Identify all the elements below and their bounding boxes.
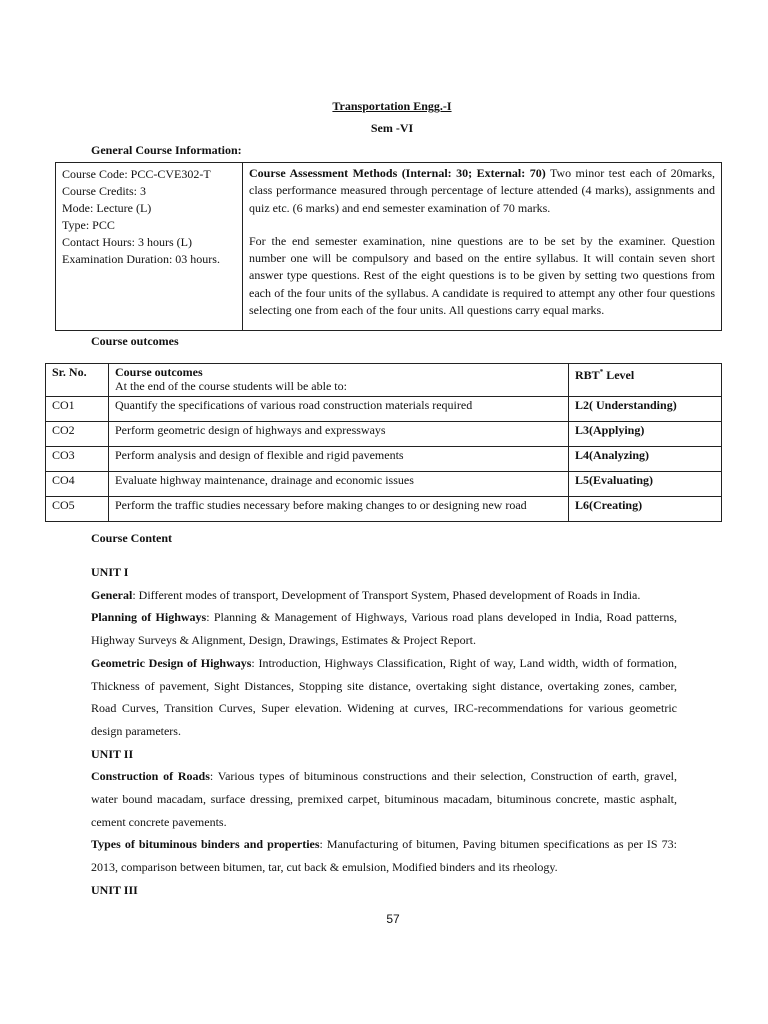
course-credits: Course Credits: 3 — [62, 184, 146, 198]
course-content-heading: Course Content — [91, 531, 172, 545]
binders-paragraph — [91, 833, 677, 878]
table-row — [46, 447, 722, 472]
header-outcomes-sub: At the end of the course students will be able to: — [115, 379, 347, 393]
co-text: Evaluate highway maintenance, drainage and economic issues — [109, 472, 569, 497]
course-mode: Mode: Lecture (L) — [62, 201, 152, 215]
general-info-table — [55, 162, 722, 331]
construction-paragraph — [91, 765, 677, 833]
course-title: Transportation Engg.-I — [332, 99, 452, 113]
construction-text: : Various types of bituminous constructions and their selection, Construction of earth, gravel, water bound macadam, surface dressing, premixed carpet, bituminous macadam, bituminous concrete, mastic asphalt, cement concrete pavements. — [91, 769, 678, 829]
table-row — [46, 472, 722, 497]
unit-2-heading: UNIT II — [91, 746, 134, 761]
header-rbt — [569, 364, 722, 397]
course-code: Course Code: PCC-CVE302-T — [62, 167, 211, 181]
unit-3-heading: UNIT III — [91, 882, 138, 897]
co-id: CO5 — [46, 497, 109, 522]
construction-label: Construction of Roads — [91, 769, 210, 784]
general-label: General — [91, 587, 133, 602]
general-paragraph — [91, 584, 677, 607]
header-outcomes — [109, 364, 569, 397]
co-text: Perform analysis and design of flexible and rigid pavements — [109, 447, 569, 472]
co-text: Perform geometric design of highways and expressways — [109, 422, 569, 447]
exam-duration: Examination Duration: 03 hours. — [62, 252, 220, 266]
exam-paragraph: For the end semester examination, nine questions are to be set by the examiner. Question number one will be compulsory and based on the entire syllabus. It will contain seven short answer type questions. Rest of the eight questions is to be given by setting two questions from each of the four units of the syllabus. A candidate is required to attempt any other four questions selecting one from each of the four units. All questions carry equal marks. — [249, 233, 715, 318]
co-text: Quantify the specifications of various road construction materials required — [109, 397, 569, 422]
table-row — [46, 422, 722, 447]
co-id: CO4 — [46, 472, 109, 497]
outcomes-header-row — [46, 364, 722, 397]
course-content-body — [91, 561, 677, 902]
course-details-cell — [56, 163, 243, 330]
semester-label: Sem -VI — [370, 121, 414, 135]
assessment-text: Two minor test each of 20marks, class performance measured through percentage of lecture attended (4 marks), assignments and quiz etc. (6 marks) and end semester examination of 70 marks. — [249, 166, 715, 215]
geometric-text: : Introduction, Highways Classification, Right of way, Land width, width of formation, Thickness of pavement, Sight Distances, Stopping site distance, overtaking sight distance, overtaking zones, camber, Road Curves, Transition Curves, Super elevation. Widening at curves, IRC-recommendations for various geometric design parameters. — [91, 655, 677, 738]
assessment-cell — [243, 163, 721, 330]
page-number: 57 — [386, 912, 400, 926]
header-rbt-suffix: Level — [603, 368, 635, 382]
course-type: Type: PCC — [62, 218, 115, 232]
general-text: : Different modes of transport, Development of Transport System, Phased development of Roads in India. — [132, 587, 641, 602]
planning-paragraph — [91, 606, 677, 651]
co-level: L6(Creating) — [569, 497, 722, 522]
binders-text: : Manufacturing of bitumen, Paving bitumen specifications as per IS 73: 2013, comparison between bitumen, tar, cut back & emulsion, Modified binders and its rheology. — [91, 837, 677, 875]
co-level: L4(Analyzing) — [569, 447, 722, 472]
co-level: L2( Understanding) — [569, 397, 722, 422]
general-info-heading: General Course Information: — [91, 143, 242, 157]
geometric-paragraph — [91, 652, 677, 743]
assessment-label: Course Assessment Methods (Internal: 30; External: 70) — [249, 166, 546, 180]
header-rbt-sup: * — [599, 368, 604, 376]
planning-label: Planning of Highways — [91, 610, 207, 625]
co-id: CO2 — [46, 422, 109, 447]
header-srno: Sr. No. — [46, 364, 109, 397]
outcomes-table — [45, 363, 722, 522]
table-row — [46, 497, 722, 522]
planning-text: : Planning & Management of Highways, Various road plans developed in India, Road patterns, Highway Surveys & Alignment, Design, Drawings, Estimates & Project Report. — [91, 610, 677, 648]
outcomes-heading: Course outcomes — [91, 334, 179, 348]
co-text: Perform the traffic studies necessary before making changes to or designing new road — [109, 497, 569, 522]
binders-label: Types of bituminous binders and properties — [91, 837, 320, 852]
assessment-paragraph — [249, 165, 715, 217]
geometric-label: Geometric Design of Highways — [91, 655, 252, 670]
contact-hours: Contact Hours: 3 hours (L) — [62, 235, 192, 249]
header-outcomes-title: Course outcomes — [115, 365, 203, 379]
table-row — [46, 397, 722, 422]
co-level: L3(Applying) — [569, 422, 722, 447]
co-id: CO1 — [46, 397, 109, 422]
co-level: L5(Evaluating) — [569, 472, 722, 497]
header-rbt-label: RBT — [575, 368, 600, 382]
unit-1-heading: UNIT I — [91, 565, 129, 579]
co-id: CO3 — [46, 447, 109, 472]
